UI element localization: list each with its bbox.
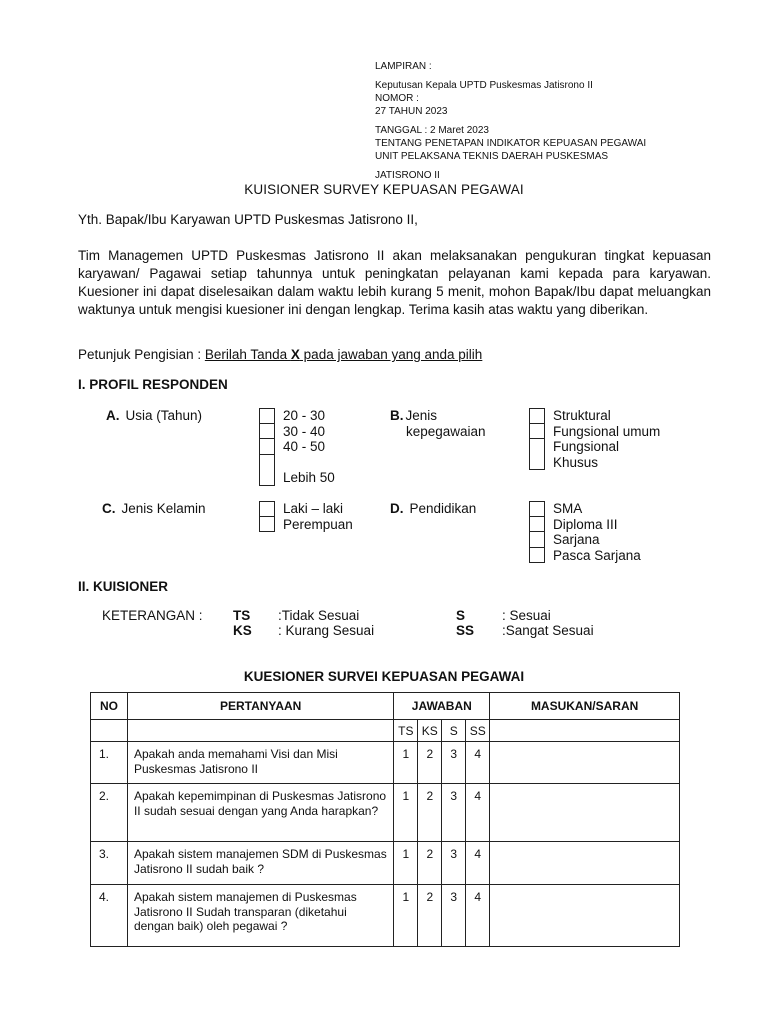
keputusan-line: Keputusan Kepala UPTD Puskesmas Jatisrono II [375,80,593,91]
header-masukan: MASUKAN/SARAN [490,693,680,720]
score-cell[interactable]: 3 [442,885,466,947]
greeting: Yth. Bapak/Ibu Karyawan UPTD Puskesmas Jatisrono II, [78,212,418,227]
instruction-text [205,347,482,362]
questionnaire-table [90,692,680,947]
scale-row [91,720,680,742]
gender-option-label: Laki – laki [283,501,344,516]
legend-ks-code [233,623,252,638]
legend-ss-code [456,623,474,638]
gender-option[interactable] [259,501,353,517]
education-option-label: SMA [553,501,583,516]
scale-s: S [442,720,466,742]
field-b-letter: B. [390,408,404,423]
score-cell[interactable]: 2 [418,885,442,947]
field-b-text-1: Jenis [405,408,438,423]
field-d-label [390,501,476,516]
score-cell[interactable]: 1 [394,742,418,784]
age-option[interactable] [259,439,325,455]
row-question: Apakah sistem manajemen di Puskesmas Jatisrono II Sudah transparan (diketahui dengan baik) oleh pegawai ? [127,885,393,947]
employment-option-label-2: Khusus [553,454,599,470]
age-checkbox[interactable] [259,439,275,455]
intro-paragraph: Tim Managemen UPTD Puskesmas Jatisrono II akan melaksanakan pengukuran tingkat kepuasan karyawan/ Pagawai setiap tahunnya untuk peningkatan pelayanan kami kepada para karyawan. Kuesioner ini dapat diselesaikan dalam waktu lebih kurang 5 menit, mohon Bapak/Ibu dapat meluangkan waktunya untuk mengisi kuesioner ini dengan lengkap. Terima kasih atas waktu yang diberikan. [78,248,711,317]
scale-ts: TS [394,720,418,742]
row-question: Apakah kepemimpinan di Puskesmas Jatisrono II sudah sesuai dengan yang Anda harapkan? [127,784,393,842]
header-jawaban: JAWABAN [394,693,490,720]
education-option[interactable] [529,517,641,533]
instruction-part1: Berilah Tanda [204,347,291,362]
score-cell[interactable]: 3 [442,742,466,784]
score-cell[interactable]: 1 [394,842,418,885]
lampiran-label: LAMPIRAN : [375,61,432,72]
legend-s-text: : Sesuai [502,608,551,623]
legend-ks-code-text: KS [233,623,252,638]
age-option[interactable] [259,408,325,424]
score-cell[interactable]: 1 [394,885,418,947]
education-option[interactable] [529,532,641,548]
education-checkbox[interactable] [529,532,545,548]
instruction-part2: pada jawaban yang anda pilih [299,347,483,362]
employment-option-label: Struktural [553,408,611,423]
score-cell[interactable]: 2 [418,742,442,784]
instruction-prefix: Petunjuk Pengisian : [78,347,205,362]
score-cell[interactable]: 2 [418,842,442,885]
field-b-text-2: kepegawaian [406,423,486,439]
score-cell[interactable]: 2 [418,784,442,842]
instruction-mark: X [290,347,300,362]
age-option[interactable] [259,424,325,440]
age-option-label: Lebih 50 [283,470,335,485]
legend-ts-text: :Tidak Sesuai [278,608,360,623]
age-options [259,408,335,486]
score-cell[interactable]: 4 [466,885,490,947]
table-header-row [91,693,680,720]
employment-checkbox[interactable] [529,408,545,424]
education-option[interactable] [529,548,641,564]
score-cell[interactable]: 1 [394,784,418,842]
employment-checkbox[interactable] [529,439,545,470]
masukan-cell[interactable] [490,885,680,947]
section-kuisioner-heading: II. KUISIONER [78,579,169,594]
nomor-label: NOMOR : [375,93,419,104]
gender-option-label: Perempuan [283,516,353,532]
masukan-cell[interactable] [490,784,680,842]
education-option[interactable] [529,501,641,517]
age-option-label: 30 - 40 [283,423,326,439]
legend-ss-code-text: SS [456,623,475,638]
legend-ts-code [233,608,250,623]
gender-checkbox[interactable] [259,517,275,533]
score-cell[interactable]: 3 [442,784,466,842]
header-pertanyaan: PERTANYAAN [127,693,393,720]
row-question: Apakah sistem manajemen SDM di Puskesmas Jatisrono II sudah baik ? [127,842,393,885]
gender-checkbox[interactable] [259,501,275,517]
field-d-text: Pendidikan [409,501,477,516]
field-a-text: Usia (Tahun) [125,408,203,423]
scale-blank-no [91,720,128,742]
field-a-letter: A. [106,408,120,423]
tentang-line-1: TENTANG PENETAPAN INDIKATOR KEPUASAN PEGAWAI [375,138,647,149]
table-title: KUESIONER SURVEI KEPUASAN PEGAWAI [243,669,525,684]
score-cell[interactable]: 4 [466,784,490,842]
instruction-line [78,347,482,362]
row-number: 2. [91,784,128,842]
scale-blank-masukan [490,720,680,742]
field-a-label [106,408,202,423]
score-cell[interactable]: 3 [442,842,466,885]
document-title: KUISIONER SURVEY KEPUASAN PEGAWAI [244,182,524,197]
legend-ks-text: : Kurang Sesuai [278,623,375,638]
employment-option[interactable] [529,424,660,440]
tentang-line-2: UNIT PELAKSANA TEKNIS DAERAH PUSKESMAS [375,151,609,162]
row-question: Apakah anda memahami Visi dan Misi Puskesmas Jatisrono II [127,742,393,784]
tentang-line-3: JATISRONO II [375,170,440,181]
gender-option[interactable] [259,517,353,533]
employment-option[interactable] [529,408,660,424]
age-checkbox[interactable] [259,408,275,424]
age-checkbox[interactable] [259,455,275,486]
education-option-label: Sarjana [553,532,600,547]
section-profil-heading: I. PROFIL RESPONDEN [78,377,228,392]
table-row [91,842,680,885]
score-cell[interactable]: 4 [466,842,490,885]
masukan-cell[interactable] [490,842,680,885]
employment-option[interactable] [529,439,660,470]
field-d-letter: D. [390,501,404,516]
scale-ss: SS [466,720,490,742]
row-number: 4. [91,885,128,947]
tahun-line: 27 TAHUN 2023 [375,106,448,117]
field-c-letter: C. [102,501,116,516]
scale-ks: KS [418,720,442,742]
field-c-text: Jenis Kelamin [121,501,206,516]
legend-ts-code-text: TS [233,608,251,623]
education-checkbox[interactable] [529,517,545,533]
masukan-cell[interactable] [490,742,680,784]
legend-ss-text: :Sangat Sesuai [502,623,594,638]
table-row [91,784,680,842]
education-checkbox[interactable] [529,548,545,564]
education-options [529,501,641,563]
employment-checkbox[interactable] [529,424,545,440]
row-number: 3. [91,842,128,885]
tanggal-line: TANGGAL : 2 Maret 2023 [375,125,489,136]
gender-options [259,501,353,532]
table-row [91,742,680,784]
employment-options [529,408,660,470]
employment-option-label: Fungsional umum [553,423,661,439]
header-no: NO [91,693,128,720]
age-option[interactable] [259,455,335,486]
score-cell[interactable]: 4 [466,742,490,784]
age-option-label: 20 - 30 [283,408,326,423]
scale-blank-question [127,720,393,742]
education-option-label: Diploma III [553,516,618,532]
education-checkbox[interactable] [529,501,545,517]
field-b-label [390,408,486,439]
age-option-label: 40 - 50 [283,439,326,454]
age-checkbox[interactable] [259,424,275,440]
row-number: 1. [91,742,128,784]
legend-label: KETERANGAN : [102,608,203,623]
field-c-label [102,501,206,516]
education-option-label: Pasca Sarjana [553,547,641,563]
legend-s-code [456,608,465,623]
attachment-header [375,60,735,182]
legend-s-code-text: S [456,608,466,623]
employment-option-label: Fungsional [553,439,620,454]
table-row [91,885,680,947]
